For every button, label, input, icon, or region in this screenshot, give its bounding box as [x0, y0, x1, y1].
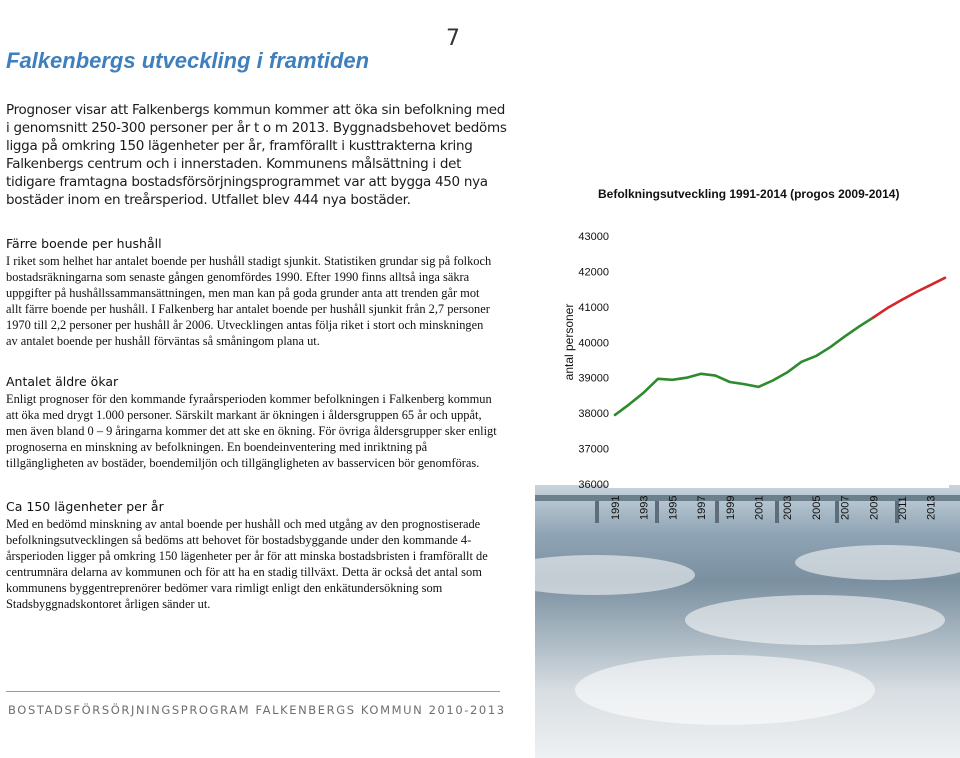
- intro-paragraph: Prognoser visar att Falkenbergs kommun kommer att öka sin befolkning med i genomsnitt 250-300 personer per år t o m 2013. Byggnadsbehovet bedöms ligga på omkring 150 lägenheter per år, framförallt i kusttrakterna kring Falkenbergs centrum och i innerstaden. Kommunens målsättning i det tidigare framtagna bostadsförsörjningsprogrammet var att bygga 450 nya bostäder inom en treårsperiod. Utfallet blev 444 nya bostäder.: [6, 102, 507, 208]
- x-tick-label: 2005: [810, 495, 823, 520]
- x-tick-label: 2003: [782, 495, 795, 520]
- x-tick-label: 1993: [638, 495, 651, 520]
- x-tick-label: 2001: [753, 495, 766, 520]
- section-elderly-increase: [6, 374, 498, 472]
- y-tick-label: 41000: [578, 301, 609, 314]
- y-axis-label: antal personer: [562, 303, 576, 381]
- x-tick-label: 1995: [667, 495, 680, 520]
- y-tick-label: 42000: [578, 266, 609, 279]
- x-tick-label: 2013: [925, 495, 938, 520]
- x-tick-label: 2011: [896, 496, 909, 520]
- population-chart: [555, 222, 955, 532]
- x-tick-label: 2009: [868, 495, 881, 520]
- wave: [535, 555, 695, 595]
- section-body: I riket som helhet har antalet boende per hushåll stadigt sjunkit. Statistiken grundar sig på folkoch bostadsräkningarna som senaste gången genomfördes 1990. Efter 1990 finns alltså inga säkra uppgifter på hushållssammansättningen, men man kan på goda grunder anta att trenden går mot allt färre boende per hushåll. I Falkenberg har antalet boende per hushåll sjunkit från 2,7 personer 1970 till 2,2 personer per hushåll år 2006. Utvecklingen antas följa riket i stort och minskningen av antalet boende per hushåll förväntas så småningom plana ut.: [6, 254, 492, 348]
- y-tick-label: 40000: [578, 337, 609, 350]
- section-heading: Antalet äldre ökar: [6, 374, 119, 389]
- y-tick-label: 38000: [578, 408, 609, 421]
- wave: [685, 595, 945, 645]
- chart-title: Befolkningsutveckling 1991-2014 (progos 2009-2014): [598, 187, 900, 201]
- y-tick-label: 39000: [578, 372, 609, 385]
- x-axis: [610, 496, 938, 520]
- page-number: 7: [446, 26, 460, 51]
- section-apartments-per-year: [6, 499, 498, 612]
- y-tick-label: 36000: [578, 479, 609, 491]
- x-tick-label: 1999: [724, 495, 737, 520]
- y-axis: [578, 231, 609, 491]
- y-tick-label: 37000: [578, 443, 609, 456]
- page-title: Falkenbergs utveckling i framtiden: [6, 48, 370, 73]
- section-heading: Ca 150 lägenheter per år: [6, 499, 164, 514]
- section-fewer-per-household: [6, 236, 498, 349]
- x-tick-label: 1997: [696, 495, 709, 520]
- section-body: Med en bedömd minskning av antal boende per hushåll och med utgång av den prognostiserade befolkningsutvecklingen så bedöms att behovet för bostadsbyggande under den kommande 4-årsperioden ligger på omkring 150 lägenheter per år för att minska bostadsbristen i framförallt de centrumnära delarna av kommunen och för att ha en stadig tillväxt. Detta är också det antal som kommunens byggentreprenörer bedömer vara rimligt enligt den enkätundersökning som Stadsbyggnadskontoret årligen sänder ut.: [6, 517, 488, 611]
- footer-divider: [6, 691, 500, 692]
- wave: [575, 655, 875, 725]
- section-body: Enligt prognoser för den kommande fyraårsperioden kommer befolkningen i Falkenberg kommun att öka med drygt 1.000 personer. Särskilt markant är ökningen i åldersgruppen 65 år och uppåt, men även bland 0 – 9 åringarna kommer det att ske en ökning. För övriga åldersgrupper sker enligt prognoserna en minskning av befolkningen. En boendeinventering med inriktning på tillgängligheten av bostäder, boendemiljön och tillgängligheten av basservicen bör genomföras.: [6, 392, 497, 470]
- wave: [795, 545, 960, 580]
- footer: BOSTADSFÖRSÖRJNINGSPROGRAM FALKENBERGS KOMMUN 2010-2013: [8, 703, 506, 717]
- plot-area: [607, 222, 949, 488]
- x-tick-label: 1991: [610, 495, 622, 520]
- section-heading: Färre boende per hushåll: [6, 236, 162, 251]
- x-tick-label: 2007: [839, 495, 852, 520]
- y-tick-label: 43000: [578, 231, 609, 243]
